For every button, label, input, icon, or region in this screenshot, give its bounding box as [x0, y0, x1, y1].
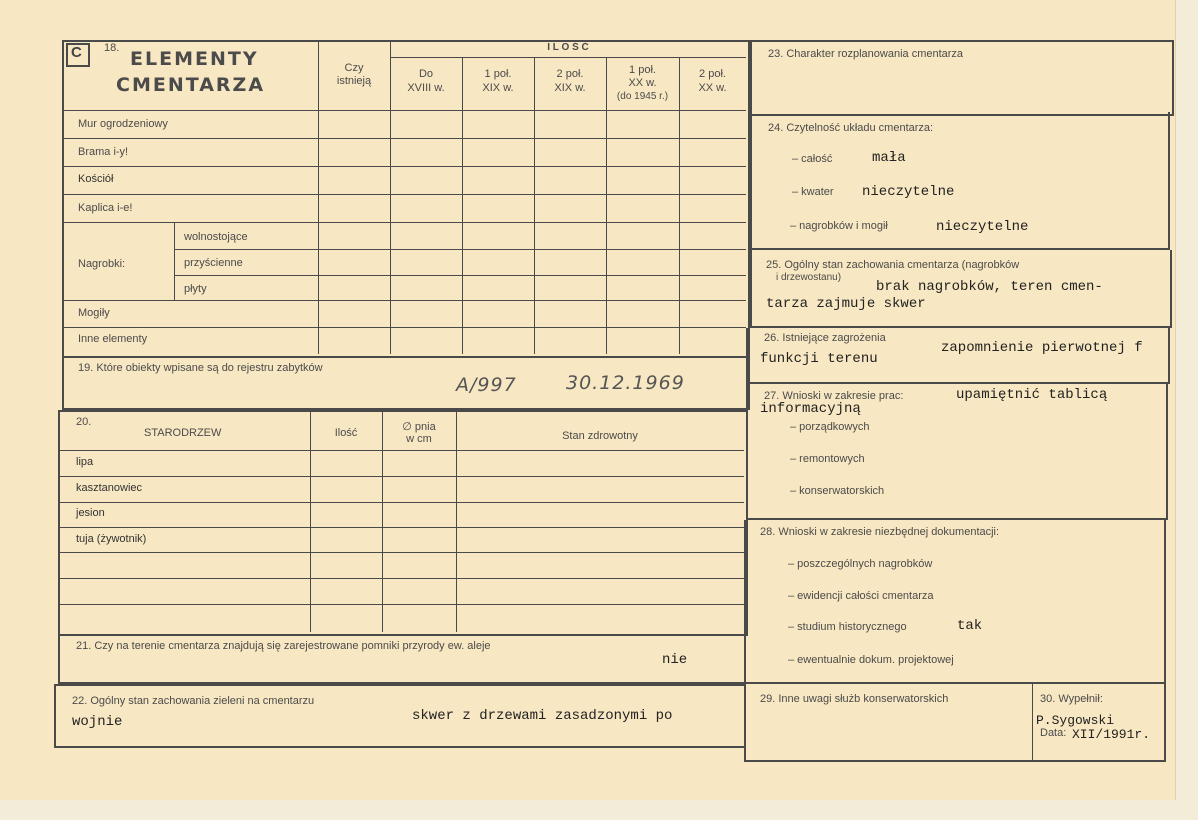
- col-ilosc: I L O Ś Ć: [547, 42, 589, 53]
- section-25-value-line1: brak nagrobków, teren cmen-: [876, 279, 1103, 295]
- section-24-label: 24. Czytelność układu cmentarza:: [768, 122, 934, 134]
- kwater-label: – kwater: [792, 186, 834, 198]
- section-23-label: 23. Charakter rozplanowania cmentarza: [768, 48, 964, 60]
- nagrobkow-value: nieczytelne: [936, 219, 1029, 235]
- section-19-label: 19. Które obiekty wpisane są do rejestru zabytków: [78, 362, 323, 374]
- section-18-number: 18.: [104, 42, 120, 54]
- row-wolnostojace: wolnostojące: [184, 231, 248, 243]
- period-2-line2: XIX w.: [482, 82, 514, 94]
- col-starodrzew: STARODRZEW: [144, 427, 222, 439]
- section-29-label: 29. Inne uwagi służb konserwatorskich: [760, 693, 949, 705]
- col-pien-line1: ∅ pnia: [402, 421, 436, 433]
- section-26-value-line1: zapomnienie pierwotnej f: [941, 340, 1143, 356]
- row-inne: Inne elementy: [78, 333, 148, 345]
- tree-1: lipa: [76, 456, 94, 468]
- date-label: Data:: [1040, 727, 1067, 739]
- nagrobkow-label: – nagrobków i mogił: [790, 220, 888, 232]
- kwater-value: nieczytelne: [862, 184, 955, 200]
- col-stan: Stan zdrowotny: [562, 430, 638, 442]
- section-22-value-line2: wojnie: [72, 714, 123, 730]
- remontowych: – remontowych: [790, 453, 865, 465]
- period-5-line1: 2 poł.: [699, 68, 726, 80]
- section-18-title-line2: CMENTARZA: [116, 74, 266, 96]
- tree-2: kasztanowiec: [76, 482, 143, 494]
- section-19-register-number: A/997: [456, 374, 517, 396]
- section-27-value-line1: upamiętnić tablicą: [956, 387, 1108, 403]
- section-25-label-line2: i drzewostanu): [776, 272, 842, 283]
- section-22-label: 22. Ogólny stan zachowania zieleni na cmentarzu: [72, 695, 315, 707]
- row-plyty: płyty: [184, 283, 207, 295]
- tree-4: tuja (żywotnik): [76, 533, 147, 545]
- period-3-line2: XIX w.: [554, 82, 586, 94]
- doc-studium-value: tak: [957, 618, 983, 634]
- section-19-register-date: 30.12.1969: [566, 372, 685, 394]
- period-4-line3: (do 1945 r.): [616, 91, 669, 102]
- period-1-line2: XVIII w.: [407, 82, 445, 94]
- row-kosciol: Kościół: [78, 173, 114, 185]
- porzadkowych: – porządkowych: [790, 421, 870, 433]
- col-czy-line2: istnieją: [336, 75, 372, 87]
- section-25-value-line2: tarza zajmuje skwer: [766, 296, 926, 312]
- row-brama: Brama i-y!: [78, 146, 129, 158]
- doc-projektowej: – ewentualnie dokum. projektowej: [788, 654, 954, 666]
- col-pien-line2: w cm: [406, 433, 432, 445]
- period-1-line1: Do: [418, 68, 434, 80]
- col-czy-line1: Czy: [344, 62, 364, 74]
- section-26-label: 26. Istniejące zagrożenia: [764, 332, 886, 344]
- section-26-value-line2: funkcji terenu: [760, 351, 878, 367]
- calosc-label: – całość: [792, 153, 833, 165]
- row-przyscienne: przyścienne: [184, 257, 243, 269]
- doc-ewidencji: – ewidencji całości cmentarza: [788, 590, 934, 602]
- section-18-title-line1: ELEMENTY: [130, 48, 259, 70]
- period-4-line2: XX w.: [628, 77, 657, 89]
- period-4-line1: 1 poł.: [629, 64, 656, 76]
- section-21-value: nie: [662, 652, 688, 668]
- doc-studium: – studium historycznego: [788, 621, 907, 633]
- konserwatorskich: – konserwatorskich: [790, 485, 885, 497]
- row-kaplica: Kaplica i-e!: [78, 202, 133, 214]
- section-28-label: 28. Wnioski w zakresie niezbędnej dokumentacji:: [760, 526, 1000, 538]
- section-27-value-line2: informacyjną: [760, 401, 861, 417]
- doc-nagrobkow: – poszczególnych nagrobków: [788, 558, 933, 570]
- row-mur: Mur ogrodzeniowy: [78, 118, 168, 130]
- period-2-line1: 1 poł.: [484, 68, 512, 80]
- section-letter: C: [71, 44, 82, 61]
- col-ilosc-trees: Ilość: [334, 427, 358, 439]
- filled-by-name: P.Sygowski: [1036, 713, 1115, 728]
- period-3-line1: 2 poł.: [556, 68, 584, 80]
- filled-date: XII/1991r.: [1072, 727, 1151, 742]
- row-nagrobki: Nagrobki:: [78, 258, 126, 270]
- row-mogily: Mogiły: [78, 307, 110, 319]
- section-27-label: 27. Wnioski w zakresie prac:: [764, 390, 904, 402]
- calosc-value: mała: [872, 150, 906, 166]
- section-21-label: 21. Czy na terenie cmentarza znajdują się zarejestrowane pomniki przyrody ew. aleje: [76, 640, 491, 652]
- period-5-line2: XX w.: [698, 82, 727, 94]
- section-20-number: 20.: [76, 416, 92, 428]
- section-25-label-line1: 25. Ogólny stan zachowania cmentarza (nagrobków: [766, 259, 1020, 271]
- section-22-value-line1: skwer z drzewami zasadzonymi po: [412, 708, 673, 724]
- tree-3: jesion: [76, 507, 105, 519]
- section-30-label: 30. Wypełnił:: [1040, 693, 1103, 705]
